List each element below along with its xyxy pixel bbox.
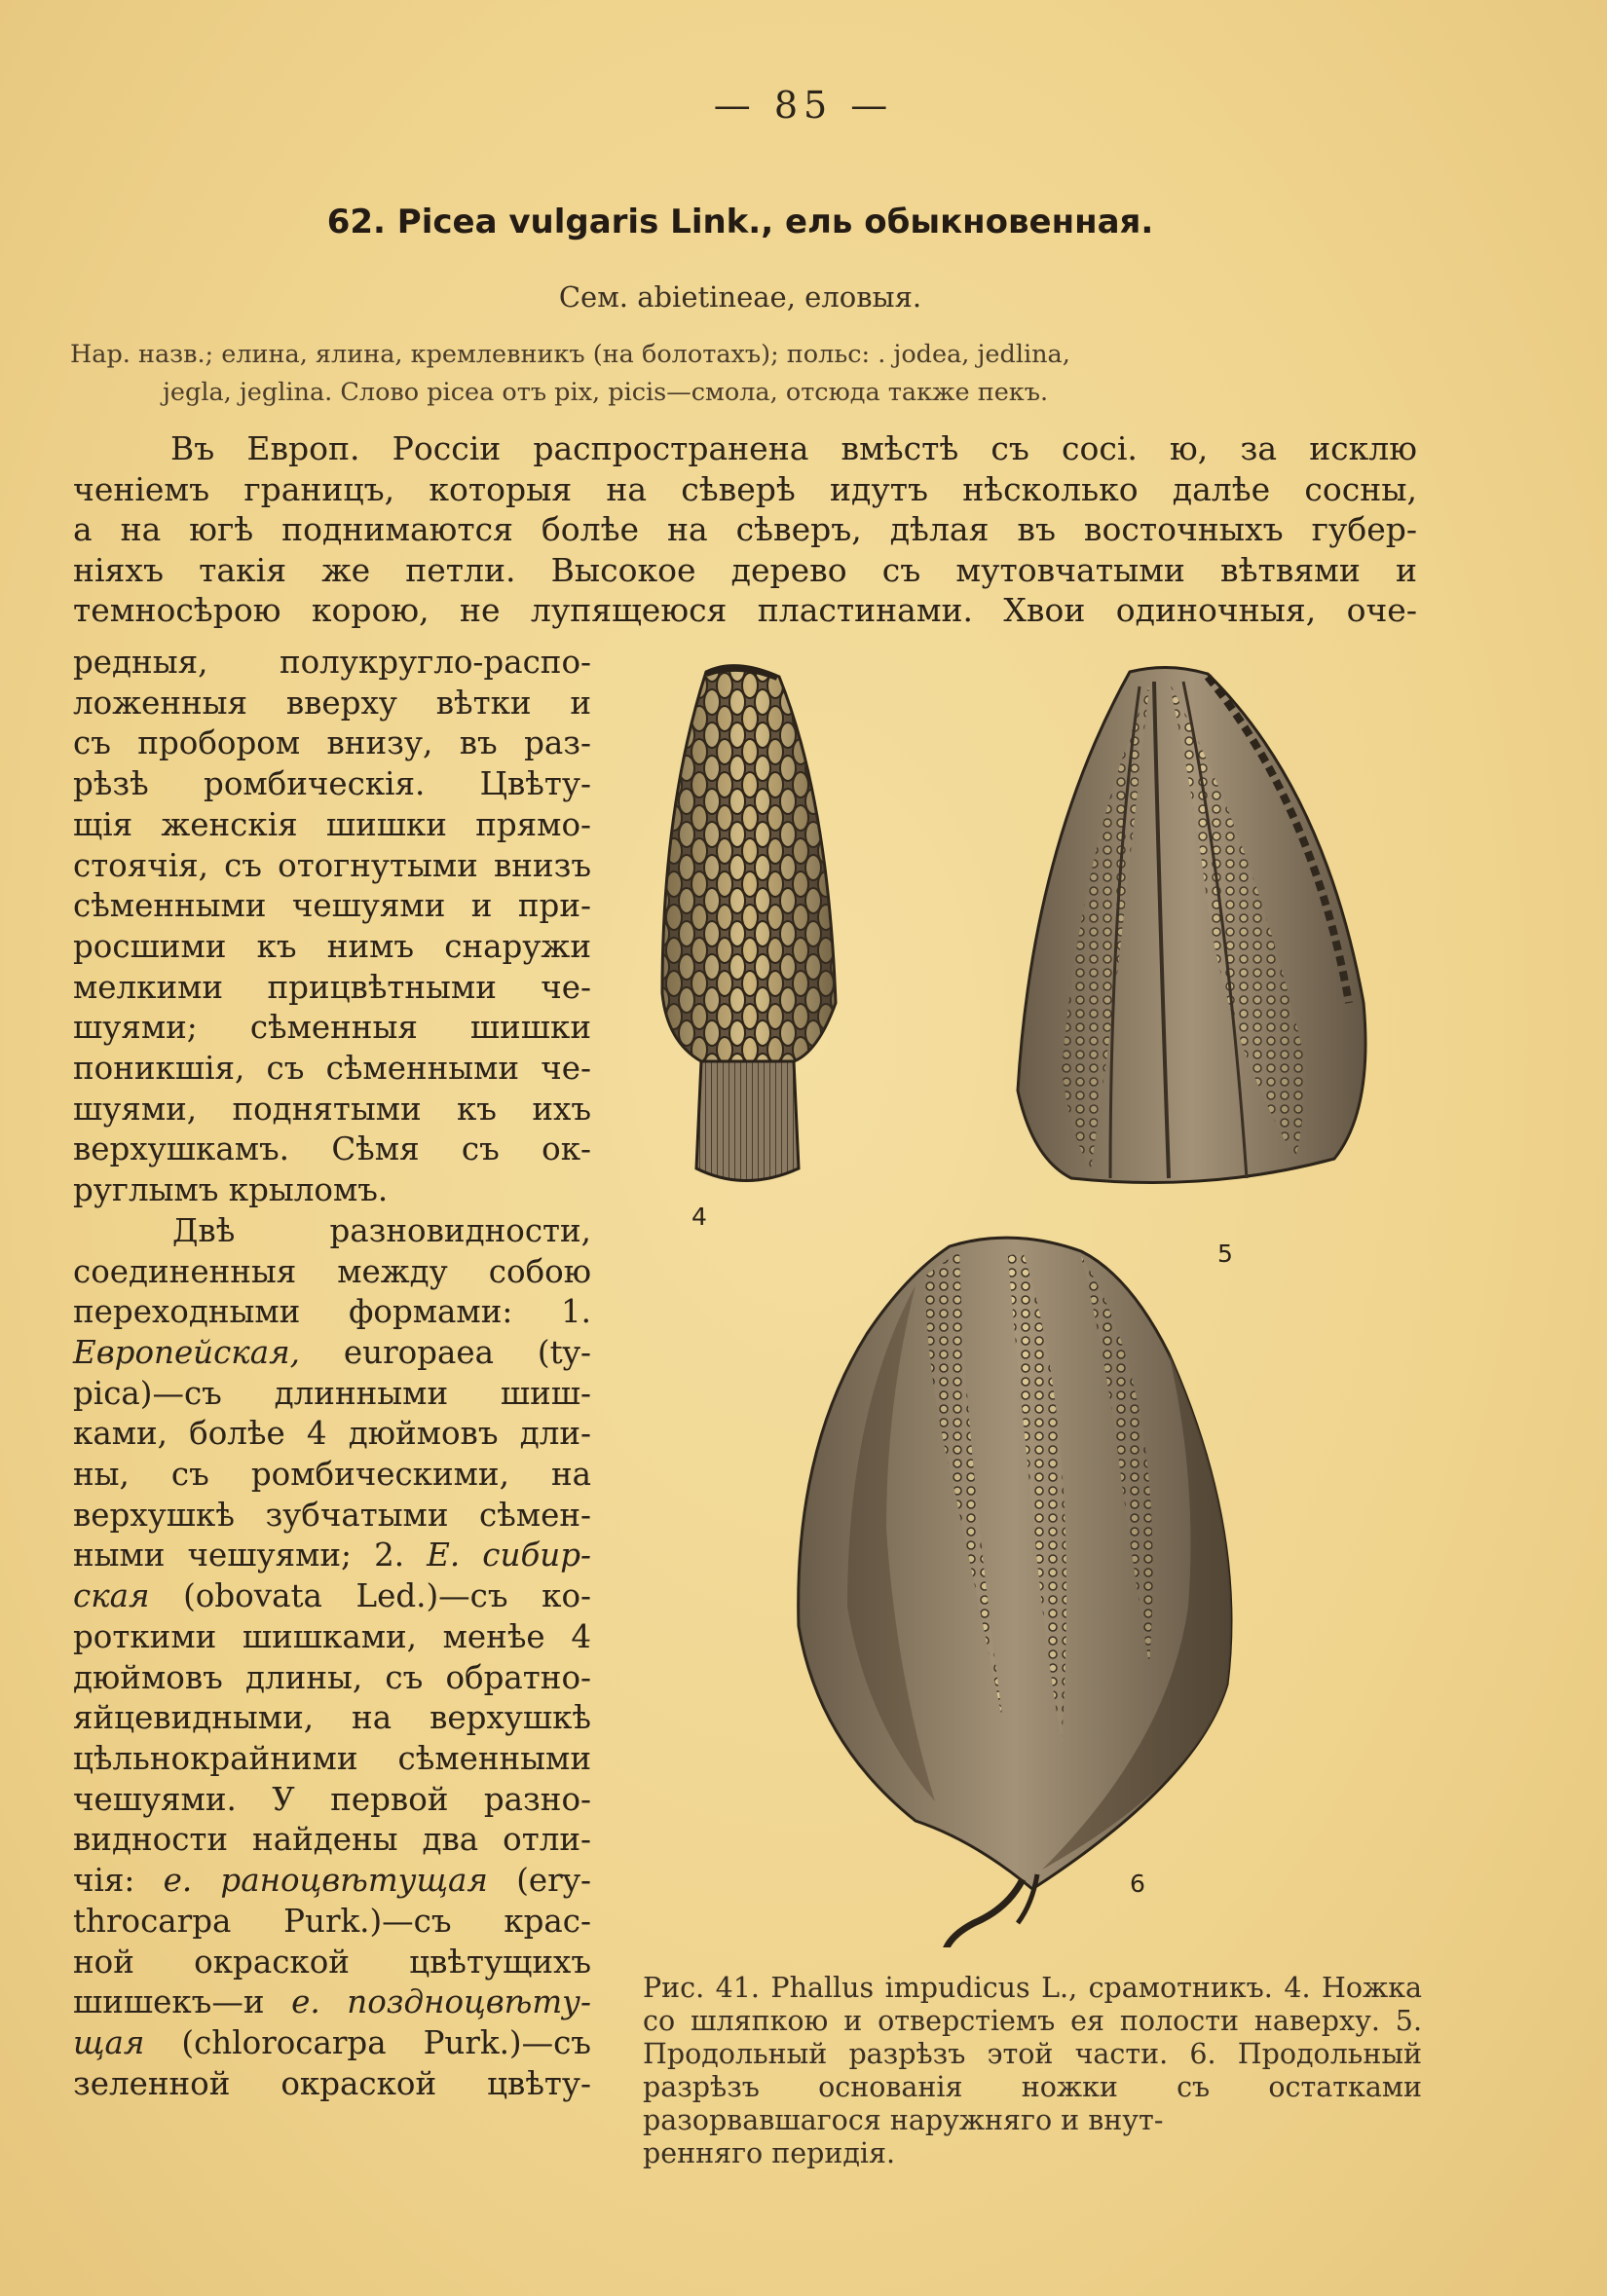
column-line: ложенныя вверху вѣтки и <box>73 684 591 722</box>
column-line: редныя, полукругло-распо- <box>73 644 591 681</box>
caption-text: Рис. 41. Phallus impudicus L., срамотникъ. 4. Ножка со шляпкою и отверстіемъ ея полости наверху. 5. Продольный разрѣзъ этой части. 6. Продольный разрѣзъ основанія ножки съ остатками разорвавшагося наружняго и внут- <box>643 1972 1422 2136</box>
intro-line: ченіемъ границъ, которыя на сѣверѣ идутъ нѣсколько далѣе сосны, <box>73 469 1417 508</box>
intro-line: темносѣрою корою, не лупящеюся пластинами. Хвои одиночныя, оче- <box>73 591 1417 629</box>
column-line: throcarpa Purk.)—съ крас- <box>73 1902 591 1940</box>
column-line <box>73 1861 591 1902</box>
column-line: Двѣ разновидности, <box>172 1211 591 1249</box>
column-line: переходными формами: 1. <box>73 1293 591 1331</box>
figure-4-cap-drawing <box>662 666 836 1181</box>
intro-line: ніяхъ такія же петли. Высокое дерево съ мутовчатыми вѣтвями и <box>73 550 1417 589</box>
left-column-text <box>73 643 591 2104</box>
column-line: щія женскія шишки прямо- <box>73 805 591 843</box>
column-line: шуями, поднятыми къ ихъ <box>73 1090 591 1128</box>
column-line: цѣльнокрайними сѣменными <box>73 1739 591 1777</box>
variety-name-sibirica: Е. сибир- <box>427 1537 591 1574</box>
column-line <box>73 1576 591 1617</box>
column-line: съ пробором внизу, въ раз- <box>73 724 591 762</box>
column-line: ны, съ ромбическими, на <box>73 1456 591 1494</box>
column-text-fragment: чія: <box>73 1862 164 1900</box>
family-line: Сем. abietineae, еловыя. <box>558 280 922 314</box>
column-line: стоячія, съ отогнутыми внизъ <box>73 846 591 884</box>
column-line: соединенныя между собою <box>73 1252 591 1290</box>
column-line: сѣменными чешуями и при- <box>73 887 591 925</box>
column-line: рѣзѣ ромбическія. Цвѣту- <box>73 765 591 803</box>
column-line: росшими къ нимъ снаружи <box>73 927 591 965</box>
column-line: верхушкамъ. Сѣмя съ ок- <box>73 1130 591 1168</box>
figure-41-illustration <box>623 652 1461 1947</box>
column-line: видности найдены два отли- <box>73 1821 591 1859</box>
column-line: pica)—съ длинными шиш- <box>73 1374 591 1412</box>
figure-caption <box>643 1972 1422 2170</box>
column-text-fragment: (chlorocarpa Purk.)—съ <box>144 2023 591 2061</box>
column-text-fragment: europaea (ty- <box>299 1333 591 1371</box>
column-text-fragment: (obovata Led.)—съ ко- <box>149 1577 591 1615</box>
column-line: ками, болѣе 4 дюймовъ дли- <box>73 1415 591 1453</box>
column-line: мелкими прицвѣтными че- <box>73 968 591 1006</box>
figure-6-base-drawing <box>799 1238 1231 1947</box>
page-number: — 85 — <box>713 84 894 127</box>
figure-label-5: 5 <box>1217 1240 1233 1268</box>
common-names <box>70 336 1414 412</box>
column-text-fragment: шишекъ—и <box>73 1983 292 2021</box>
fungus-drawings <box>623 652 1461 1947</box>
intro-paragraph <box>73 428 1417 631</box>
variety-name-europaea: Европейская, <box>73 1333 300 1371</box>
caption-last-line: ренняго перидія. <box>643 2137 896 2169</box>
column-line <box>73 2023 591 2064</box>
column-line: роткими шишками, менѣе 4 <box>73 1617 591 1655</box>
variety-name-sibirica-end: ская <box>73 1577 150 1615</box>
form-name-erythrocarpa: е. раноцвѣтущая <box>163 1862 488 1900</box>
column-line <box>73 1536 591 1576</box>
intro-line: а на югѣ поднимаются болѣе на сѣверъ, дѣлая въ восточныхъ губер- <box>73 510 1417 548</box>
common-names-line-2: jegla, jeglina. Слово picea отъ pix, picis—смола, отсюда также пекъ. <box>163 378 1049 407</box>
column-line: яйцевидными, на верхушкѣ <box>73 1699 591 1737</box>
column-line: чешуями. У первой разно- <box>73 1780 591 1818</box>
common-names-line-1: Нар. назв.; елина, ялина, кремлевникъ (на болотахъ); польс: . jodea, jedlina, <box>70 340 1070 369</box>
column-line <box>73 1982 591 2023</box>
intro-line: Въ Европ. Россіи распространена вмѣстѣ съ сосі. ю, за исклю <box>170 429 1417 467</box>
column-line <box>73 1333 591 1374</box>
figure-label-6: 6 <box>1130 1870 1145 1898</box>
figure-label-4: 4 <box>691 1203 707 1231</box>
column-line: шуями; сѣменныя шишки <box>73 1009 591 1047</box>
species-title: 62. Picea vulgaris Link., ель обыкновенная. <box>326 203 1154 241</box>
column-text-fragment: ными чешуями; 2. <box>73 1537 428 1574</box>
column-text-fragment: (ery- <box>487 1862 591 1900</box>
column-line: руглымъ крыломъ. <box>73 1171 389 1209</box>
form-name-chlorocarpa-end: щая <box>73 2023 145 2061</box>
column-line: ной окраской цвѣтущихъ <box>73 1943 591 1981</box>
column-line: дюймовъ длины, съ обратно- <box>73 1658 591 1696</box>
column-line: верхушкѣ зубчатыми сѣмен- <box>73 1496 591 1534</box>
column-line: поникшія, съ сѣменными че- <box>73 1050 591 1088</box>
figure-5-section-drawing <box>1018 667 1365 1182</box>
form-name-chlorocarpa: е. поздноцвѣту- <box>291 1983 591 2021</box>
column-line: зеленной окраской цвѣту- <box>73 2064 591 2102</box>
